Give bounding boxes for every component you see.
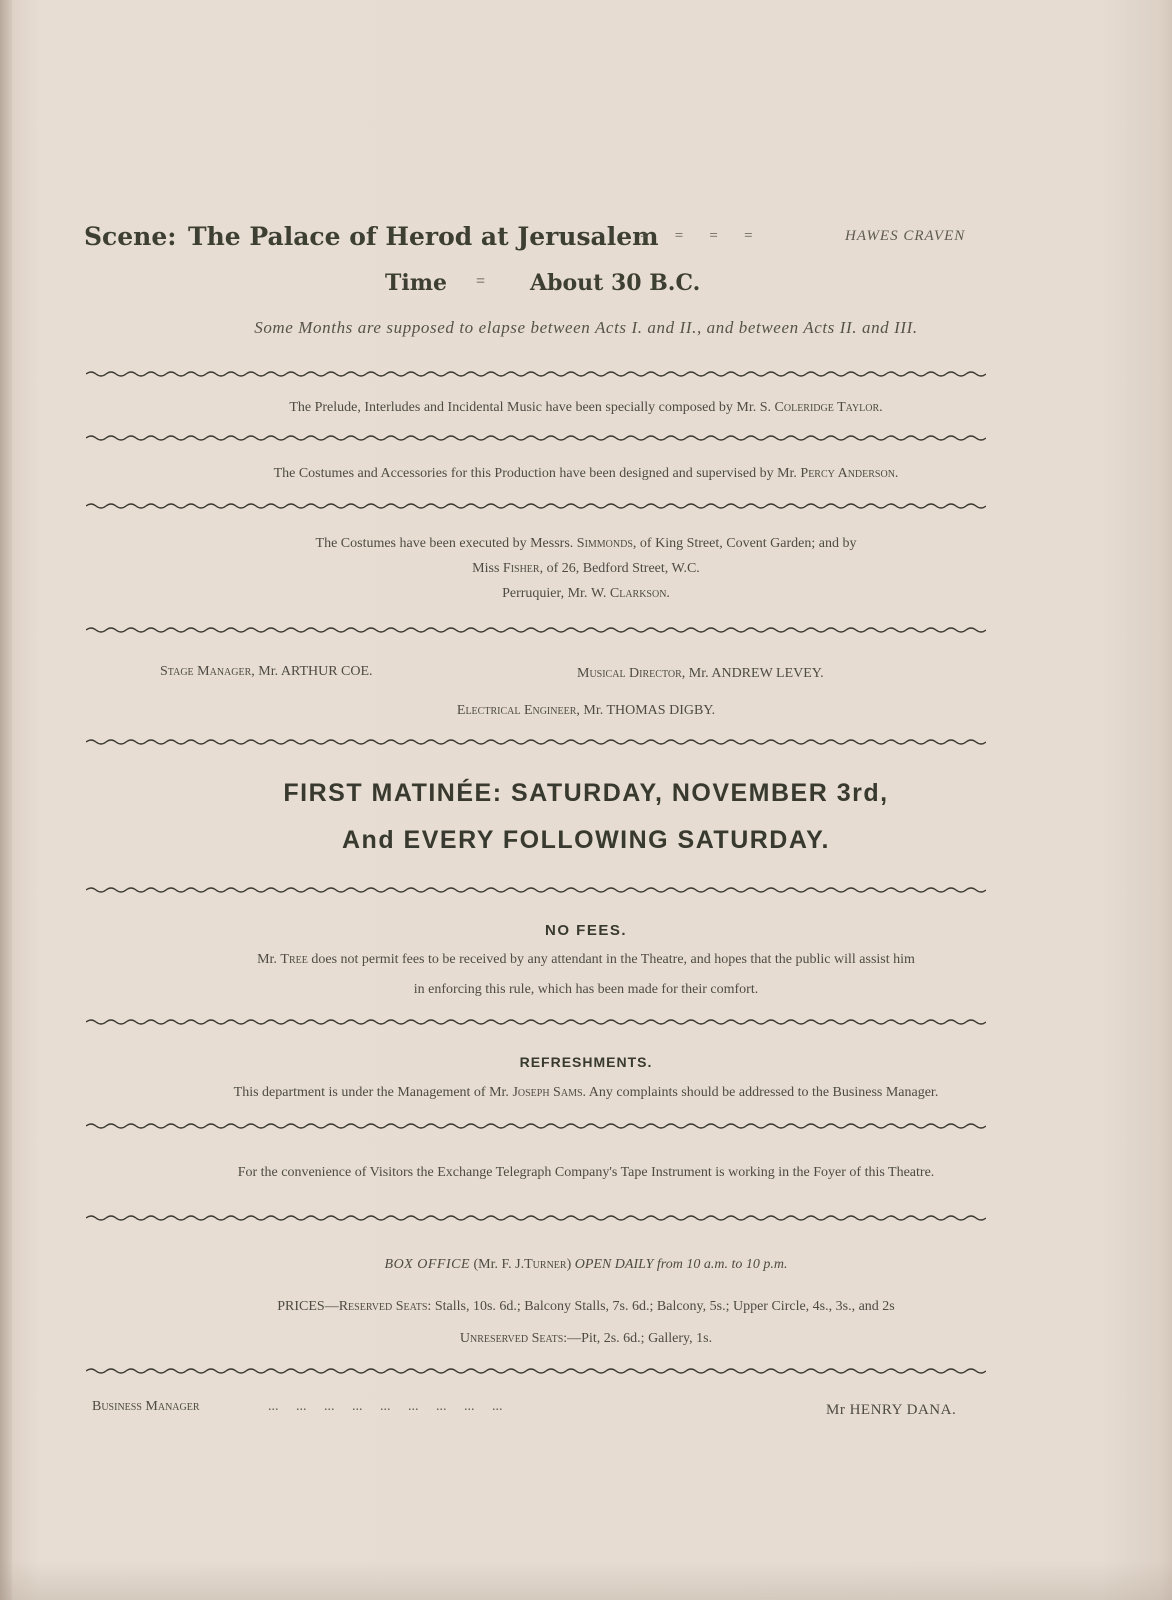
costume-exec-name-simmonds: Simmonds, <box>576 536 637 551</box>
matinee-line-2: And EVERY FOLLOWING SATURDAY. <box>342 826 830 854</box>
costume-design-credit <box>0 466 1172 482</box>
refreshments-line <box>0 1085 1172 1101</box>
time-sep: = <box>476 273 486 290</box>
scene-line <box>0 222 1172 262</box>
no-fees-name: Tree <box>280 952 308 967</box>
stage-manager <box>160 664 373 680</box>
prices-reserved-line <box>0 1299 1172 1315</box>
reserved-seats-prices: Stalls, 10s. 6d.; Balcony Stalls, 7s. 6d.; Balcony, 5s.; Upper Circle, 4s., 3s., and 2s <box>434 1299 895 1314</box>
prices-label: PRICES— <box>277 1299 339 1314</box>
costume-design-name: Percy Anderson. <box>800 466 899 481</box>
divider-3 <box>86 500 986 512</box>
divider-1 <box>86 368 986 380</box>
costume-exec-line-3 <box>0 586 1172 602</box>
matinee-line-1: FIRST MATINÉE: SATURDAY, NOVEMBER 3rd, <box>283 779 889 807</box>
costume-exec-text-a: The Costumes have been executed by Messrs. <box>315 536 574 551</box>
musical-director <box>577 666 824 682</box>
divider-4 <box>86 624 986 636</box>
musical-director-label: Musical Director, <box>577 666 686 681</box>
scene-leader: = = = = <box>640 228 753 244</box>
costume-exec-line-1 <box>0 536 1172 552</box>
business-manager-name: Mr HENRY DANA. <box>826 1402 957 1418</box>
scene-title: The Palace of Herod at Jerusalem <box>188 222 659 251</box>
music-name: S. Coleridge Taylor. <box>759 400 883 415</box>
no-fees-line-2: in enforcing this rule, which has been made for their comfort. <box>413 982 759 997</box>
box-office-label: BOX OFFICE <box>384 1257 470 1272</box>
box-office-manager-a: (Mr. F. J. <box>473 1257 525 1272</box>
time-value: About 30 B.C. <box>530 270 701 296</box>
electrical-engineer <box>0 703 1172 719</box>
box-office-open: OPEN DAILY from <box>574 1257 683 1272</box>
business-manager-leader: ... ... ... ... ... ... ... ... ... <box>268 1399 503 1414</box>
unreserved-seats-label: Unreserved Seats: <box>459 1331 568 1346</box>
box-office-line <box>0 1257 1172 1273</box>
music-credit <box>0 400 1172 416</box>
music-text: The Prelude, Interludes and Incidental Music have been specially composed by Mr. <box>289 400 757 415</box>
box-office-hours: 10 a.m. to 10 p.m. <box>686 1257 788 1272</box>
scene-designer: HAWES CRAVEN <box>845 228 966 244</box>
perruquier-label: Perruquier, Mr. <box>502 586 588 601</box>
refreshments-text-a: This department is under the Management of Mr. <box>233 1085 509 1100</box>
divider-6 <box>86 884 986 896</box>
electrical-engineer-label: Electrical Engineer, <box>456 703 580 718</box>
reserved-seats-label: Reserved Seats: <box>338 1299 432 1314</box>
costume-exec-text-b: of King Street, Covent Garden; and by <box>639 536 857 551</box>
musical-director-name: Mr. ANDREW LEVEY. <box>688 666 824 681</box>
scene-label: Scene: <box>84 222 177 251</box>
divider-2 <box>86 432 986 444</box>
costume-exec-text-c: Miss <box>472 561 500 576</box>
costume-exec-text-d: of 26, Bedford Street, W.C. <box>546 561 700 576</box>
telegraph-notice: For the convenience of Visitors the Exchange Telegraph Company's Tape Instrument is working in the Foyer of this Theatre. <box>237 1165 935 1180</box>
perruquier-name: W. Clarkson. <box>590 586 670 601</box>
acts-note: Some Months are supposed to elapse between Acts I. and II., and between Acts II. and III. <box>254 318 918 337</box>
no-fees-text-b: does not permit fees to be received by any attendant in the Theatre, and hopes that the public will assist him <box>311 952 915 967</box>
unreserved-seats-prices: —Pit, 2s. 6d.; Gallery, 1s. <box>567 1331 713 1346</box>
business-manager-label: Business Manager <box>92 1399 200 1414</box>
box-office-manager-name: Turner) <box>524 1257 572 1272</box>
costume-design-text: The Costumes and Accessories for this Production have been designed and supervised by Mr. <box>273 466 797 481</box>
divider-9 <box>86 1212 986 1224</box>
costume-exec-line-2 <box>0 561 1172 577</box>
time-label: Time <box>385 270 448 296</box>
stage-manager-label: Stage Manager, <box>160 664 255 679</box>
refreshments-name: Joseph Sams. <box>512 1085 587 1100</box>
no-fees-heading: NO FEES. <box>544 922 627 939</box>
stage-manager-name: Mr. ARTHUR COE. <box>258 664 373 679</box>
divider-8 <box>86 1120 986 1132</box>
costume-exec-name-fisher: Fisher, <box>502 561 544 576</box>
divider-5 <box>86 736 986 748</box>
time-line <box>0 270 1172 306</box>
no-fees-text-a: Mr. <box>257 952 277 967</box>
divider-10 <box>86 1365 986 1377</box>
no-fees-line-1 <box>0 952 1172 968</box>
refreshments-heading: REFRESHMENTS. <box>519 1054 653 1070</box>
refreshments-text-b: Any complaints should be addressed to the Business Manager. <box>588 1085 939 1100</box>
prices-unreserved-line <box>0 1331 1172 1347</box>
divider-7 <box>86 1016 986 1028</box>
electrical-engineer-name: Mr. THOMAS DIGBY. <box>583 703 716 718</box>
